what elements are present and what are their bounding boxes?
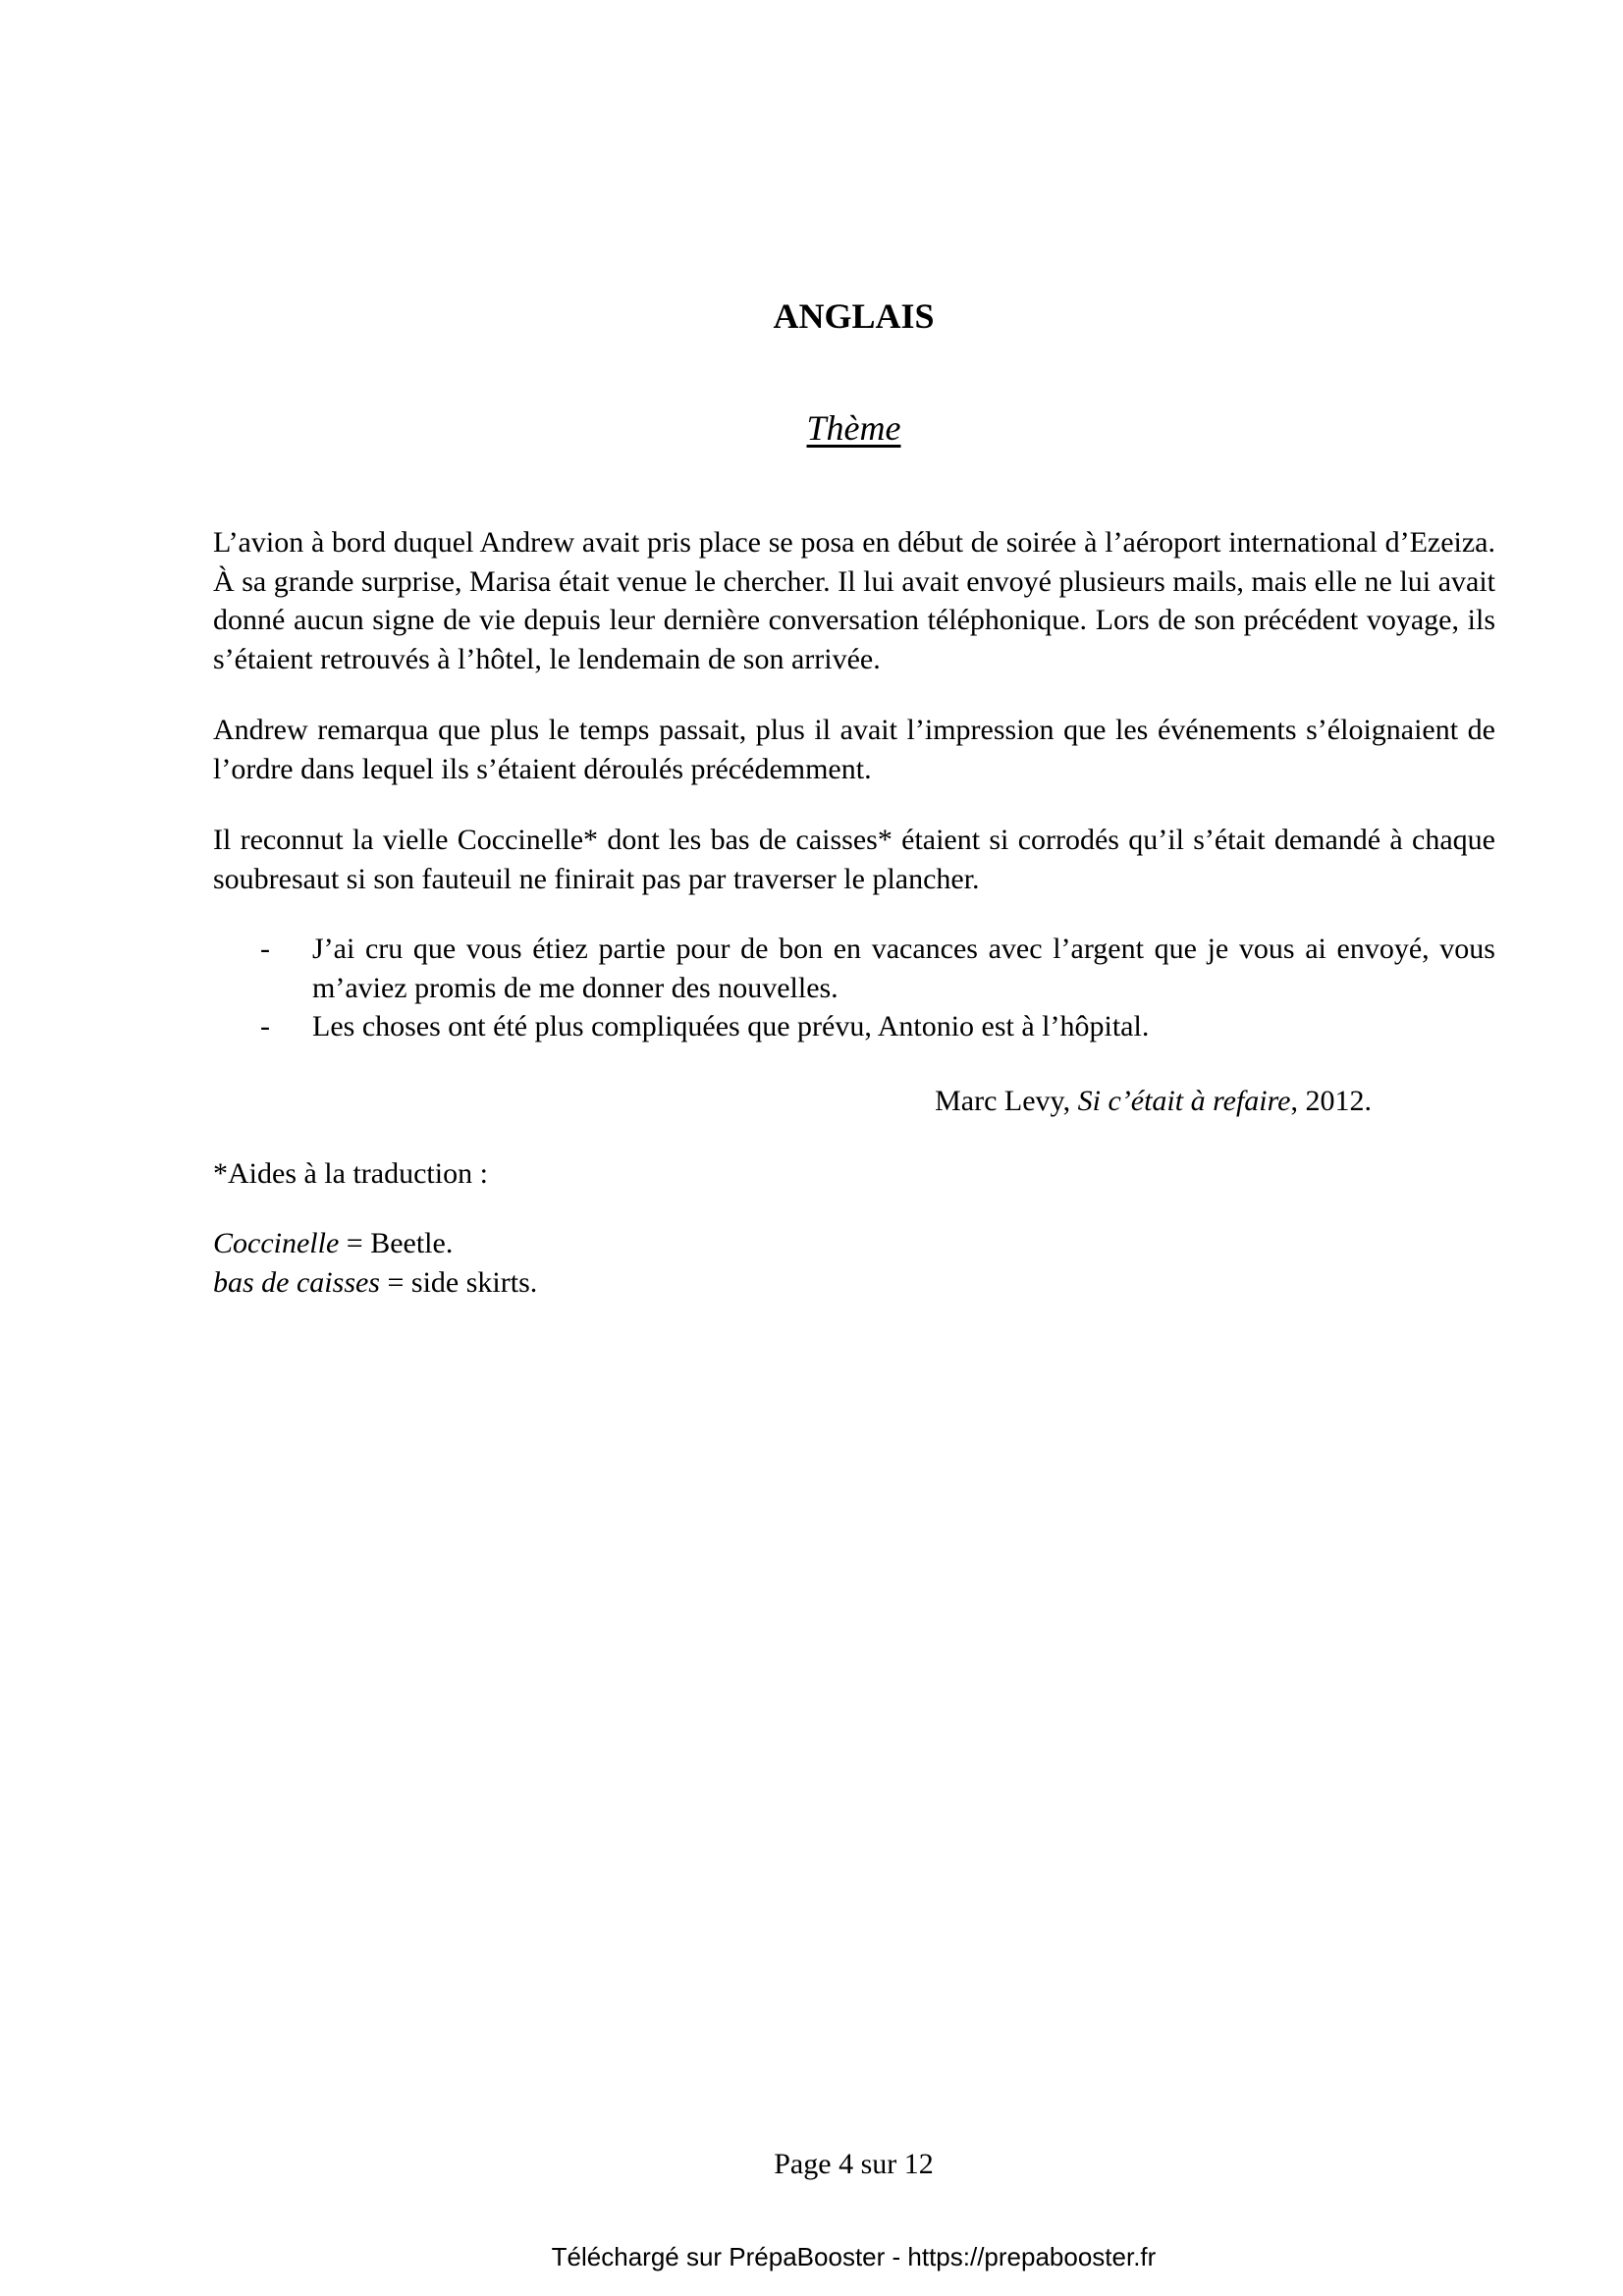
dialogue-line-1 bbox=[213, 930, 1495, 1007]
gloss-translation: = side skirts. bbox=[379, 1265, 538, 1299]
dialogue-dash: - bbox=[260, 933, 270, 965]
citation bbox=[213, 1082, 1372, 1121]
page-title: ANGLAIS bbox=[773, 296, 935, 336]
gloss-translation: = Beetle. bbox=[339, 1227, 454, 1259]
citation-author: Marc Levy, bbox=[935, 1085, 1078, 1117]
translation-aids-heading: *Aides à la traduction : bbox=[213, 1157, 488, 1190]
paragraph-1: L’avion à bord duquel Andrew avait pris place se posa en début de soirée à l’aéroport international d’Ezeiza. À sa grande surprise, Marisa était venue le chercher. Il lui avait envoyé plusieurs mails, mais elle ne lui avait donné aucun signe de vie depuis leur dernière conversation téléphonique. Lors de son précédent voyage, ils s’étaient retrouvés à l’hôtel, le lendemain de son arrivée. bbox=[213, 526, 1495, 675]
dialogue-dash: - bbox=[260, 1010, 270, 1042]
paragraph-3: Il reconnut la vielle Coccinelle* dont les bas de caisses* étaient si corrodés qu’il s’était demandé à chaque soubresaut si son fauteuil ne finirait pas par traverser le plancher. bbox=[213, 824, 1495, 895]
page-number: Page 4 sur 12 bbox=[774, 2148, 934, 2180]
download-footer: Téléchargé sur PrépaBooster - https://prepabooster.fr bbox=[551, 2242, 1157, 2271]
gloss-item bbox=[213, 1263, 537, 1303]
gloss-term: bas de caisses bbox=[213, 1265, 380, 1299]
dialogue-block bbox=[213, 930, 1495, 1046]
dialogue-text: Les choses ont été plus compliquées que prévu, Antonio est à l’hôpital. bbox=[312, 1010, 1150, 1042]
dialogue-line-2 bbox=[213, 1007, 1495, 1046]
paragraph-2: Andrew remarqua que plus le temps passait, plus il avait l’impression que les événements s’éloignaient de l’ordre dans lequel ils s’étaient déroulés précédemment. bbox=[213, 714, 1495, 785]
translation-aids-list bbox=[213, 1224, 537, 1302]
dialogue-text: J’ai cru que vous étiez partie pour de bon en vacances avec l’argent que je vous ai envoyé, vous m’aviez promis de me donner des nouvelles. bbox=[312, 933, 1495, 1004]
page-subtitle: Thème bbox=[806, 408, 901, 448]
gloss-item bbox=[213, 1224, 537, 1263]
citation-work: Si c’était à refaire bbox=[1077, 1085, 1291, 1117]
gloss-term: Coccinelle bbox=[213, 1227, 340, 1259]
citation-year: , 2012. bbox=[1290, 1085, 1372, 1117]
